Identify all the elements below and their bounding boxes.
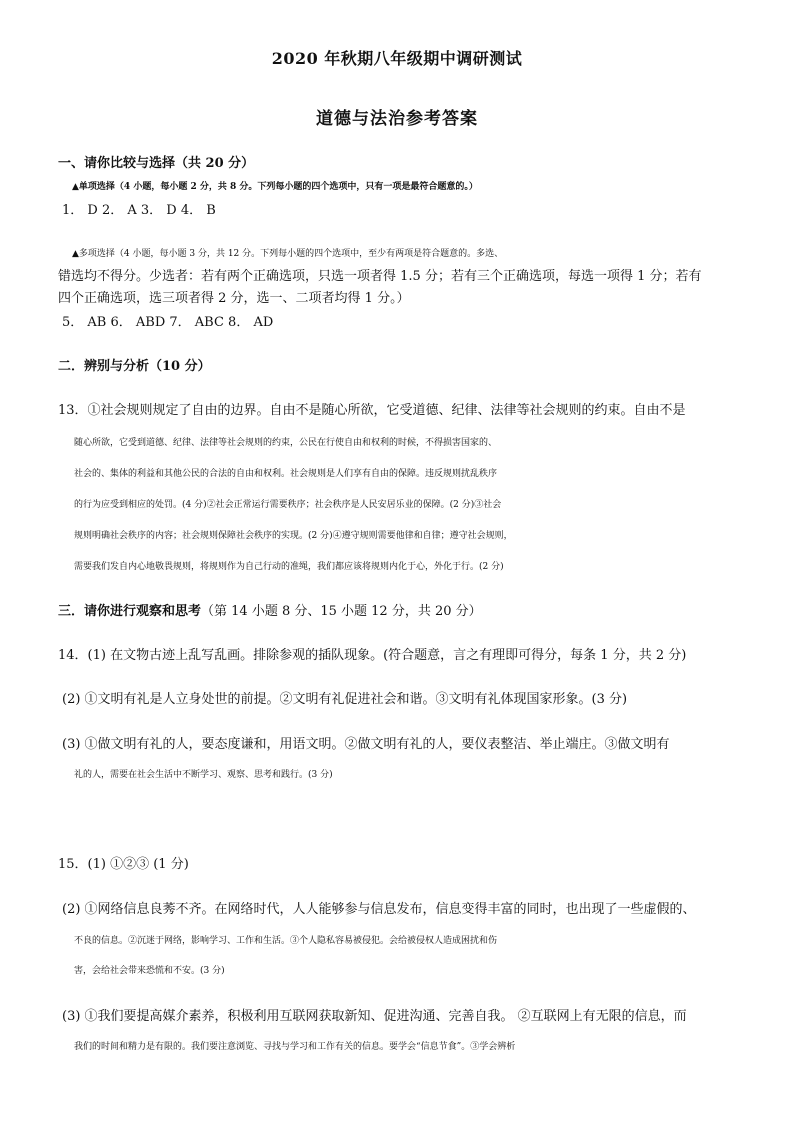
answer-key-title: 道德与法治参考答案: [316, 109, 478, 129]
q13-line: 社会的、集体的利益和其他公民的合法的自由和权利。社会规则是人们享有自由的保障。违反规则扰乱秩序: [74, 469, 498, 479]
q13-line: 随心所欲，它受到道德、纪律、法律等社会规则的约束，公民在行使自由和权利的时候，不得损害国家的、: [74, 438, 498, 448]
q15-part2-line3: 害，会给社会带来恐慌和不安。(3 分): [74, 966, 225, 976]
q14-part1: 14．(1) 在文物古迹上乱写乱画。排除参观的插队现象。(符合题意，言之有理即可得分，每条 1 分，共 2 分): [58, 648, 687, 663]
q13-line: 的行为应受到相应的处罚。(4 分)②社会正常运行需要秩序；社会秩序是人民安居乐业的保障。(2 分)③社会: [74, 500, 502, 510]
section1-heading: 一、请你比较与选择（共 20 分）: [58, 156, 255, 171]
section3-heading: [58, 603, 748, 621]
multi-choice-heading: ▲多项选择（4 小题，每小题 3 分，共 12 分。下列每小题的四个选项中，至少有两项是符合题意的。多选、: [72, 249, 504, 259]
q15-part2-line1: (2) ①网络信息良莠不齐。在网络时代，人人能够参与信息发布，信息变得丰富的同时，也出现了一些虚假的、: [62, 902, 696, 917]
q14-part2: (2) ①文明有礼是人立身处世的前提。②文明有礼促进社会和谐。③文明有礼体现国家形象。(3 分): [62, 692, 628, 707]
single-choice-heading: ▲单项选择（4 小题，每小题 2 分，共 8 分。下列每小题的四个选项中，只有一项是最符合题意的。）: [72, 182, 478, 192]
q15-part3-line1: (3) ①我们要提高媒介素养，积极利用互联网获取新知、促进沟通、完善自我。 ②互联网上有无限的信息，而: [62, 1009, 687, 1024]
multi-choice-rule-line3: 四个正确选项，选三项者得 2 分，选一、二项者均得 1 分。）: [58, 291, 410, 306]
q15-part2-line2: 不良的信息。②沉迷于网络，影响学习、工作和生活。③个人隐私容易被侵犯。会给被侵权人造成困扰和伤: [74, 936, 498, 946]
q15-part3-line2: 我们的时间和精力是有限的。我们要注意浏览、寻找与学习和工作有关的信息。要学会“信息节食”。③学会辨析: [74, 1042, 516, 1052]
multi-choice-rule-line2: 错选均不得分。少选者：若有两个正确选项，只选一项者得 1.5 分；若有三个正确选项，每选一项得 1 分；若有: [58, 269, 702, 284]
q13-line: 规则明确社会秩序的内容；社会规则保障社会秩序的实现。(2 分)④遵守规则需要他律和自律；遵守社会规则，: [74, 531, 513, 541]
q13-line: 需要我们发自内心地敬畏规则，将规则作为自己行动的准绳，我们都应该将规则内化于心，外化于行。(2 分): [74, 562, 504, 572]
single-choice-answers: 1． D 2． A 3． D 4． B: [62, 203, 216, 218]
q15-part1: 15．(1) ①②③ (1 分): [58, 857, 189, 872]
q14-part3-line1: (3) ①做文明有礼的人，要态度谦和，用语文明。②做文明有礼的人，要仪表整洁、举止端庄。③做文明有: [62, 737, 670, 752]
q14-part3-line2: 礼的人，需要在社会生活中不断学习、观察、思考和践行。(3 分): [74, 770, 333, 780]
q13-line: 13．①社会规则规定了自由的边界。自由不是随心所欲，它受道德、纪律、法律等社会规则的约束。自由不是: [58, 403, 686, 418]
exam-title: 2020 年秋期八年级期中调研测试: [271, 49, 523, 68]
section2-heading: 二．辨别与分析（10 分）: [58, 359, 211, 374]
section3-heading-points: （第 14 小题 8 分、15 小题 12 分，共 20 分）: [201, 604, 482, 619]
section3-heading-title: 三．请你进行观察和思考: [58, 604, 202, 619]
multi-choice-answers: 5． AB 6． ABD 7． ABC 8． AD: [62, 315, 274, 330]
